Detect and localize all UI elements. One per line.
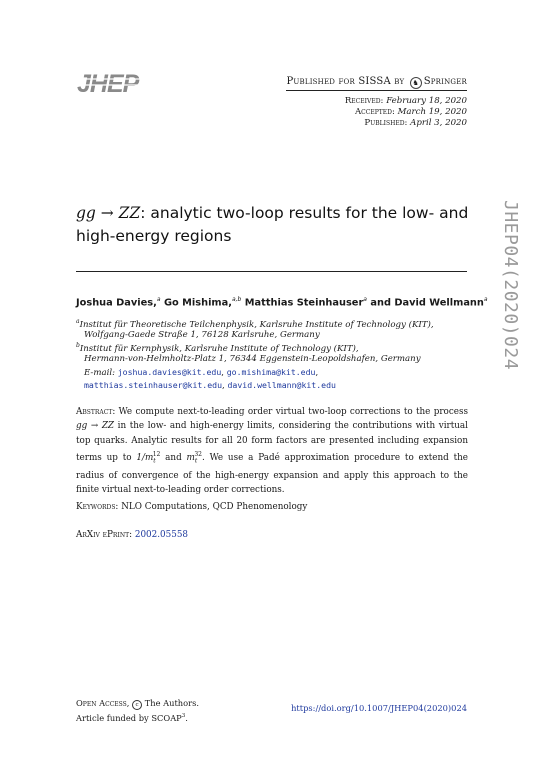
funded-text: Article funded by SCOAP bbox=[76, 712, 182, 723]
abstract-math-3-sub: t bbox=[194, 457, 198, 465]
footer-authors: The Authors. bbox=[142, 698, 199, 708]
abstract bbox=[76, 405, 468, 497]
keywords-text: NLO Computations, QCD Phenomenology bbox=[121, 502, 308, 512]
abstract-math-1: gg → ZZ bbox=[76, 421, 115, 432]
abstract-label: Abstract: bbox=[76, 407, 116, 417]
open-access-label: Open Access, bbox=[76, 698, 130, 708]
abstract-text-2: in the low- and high-energy limits, considering the contributions with virtual top quarks. Analytic results for all 20 form factors are presented including expansion terms up to bbox=[76, 421, 468, 463]
author-3: Matthias Steinhauser bbox=[241, 297, 364, 309]
jhep-logo bbox=[76, 70, 154, 96]
abstract-text-3: and bbox=[160, 452, 187, 463]
author-2: Go Mishima, bbox=[160, 297, 232, 309]
title-rest: : analytic two-loop results for the low- and bbox=[140, 204, 469, 222]
email-link-3[interactable]: matthias.steinhauser@kit.edu bbox=[84, 380, 223, 390]
arxiv-label: ArXiv ePrint: bbox=[76, 530, 133, 540]
abstract-text-1: We compute next-to-leading order virtual two-loop corrections to the process bbox=[115, 407, 468, 417]
author-4-affil: a bbox=[483, 296, 488, 303]
copyright-icon: c bbox=[132, 700, 142, 710]
paper-title bbox=[76, 202, 476, 248]
affil-a-line1: Institut für Theoretische Teilchenphysik, Karlsruhe Institute of Technology (KIT), bbox=[79, 319, 434, 330]
side-identifier bbox=[497, 200, 527, 470]
received-label: Received: bbox=[344, 96, 384, 106]
email-link-1[interactable]: joshua.davies@kit.edu bbox=[117, 367, 222, 377]
author-3-affil: a bbox=[363, 296, 367, 303]
title-math: gg → ZZ bbox=[76, 204, 141, 222]
email-line-2: matthias.steinhauser@kit.edu, david.wellmann@kit.edu bbox=[84, 380, 336, 391]
email-label: E-mail: bbox=[84, 368, 116, 378]
publisher-rule bbox=[286, 90, 467, 91]
affil-a-mark: a bbox=[76, 318, 80, 325]
title-rule bbox=[76, 271, 467, 272]
keywords-label: Keywords: bbox=[76, 502, 119, 512]
title-line2: high-energy regions bbox=[76, 227, 232, 245]
doi-link[interactable]: https://doi.org/10.1007/JHEP04(2020)024 bbox=[291, 703, 467, 713]
email-link-4[interactable]: david.wellmann@kit.edu bbox=[227, 380, 336, 390]
published-date: April 3, 2020 bbox=[410, 118, 467, 128]
affiliation-a-line2: Wolfgang-Gaede Straße 1, 76128 Karlsruhe, Germany bbox=[84, 330, 320, 340]
funded-end: . bbox=[185, 712, 188, 723]
springer-horse-icon: ♞ bbox=[410, 77, 422, 89]
received-line bbox=[345, 96, 467, 106]
abstract-math-2-sub: t bbox=[153, 457, 156, 465]
author-1: Joshua Davies, bbox=[76, 297, 157, 309]
accepted-line bbox=[355, 107, 467, 117]
published-line bbox=[364, 118, 467, 128]
accepted-date: March 19, 2020 bbox=[397, 107, 467, 117]
published-label: Published: bbox=[364, 118, 408, 128]
author-4: and David Wellmann bbox=[366, 297, 484, 309]
keywords bbox=[76, 502, 307, 512]
affil-b-line1: Institut für Kernphysik, Karlsruhe Institute of Technology (KIT), bbox=[79, 343, 359, 354]
accepted-label: Accepted: bbox=[354, 107, 395, 117]
email-link-2[interactable]: go.mishima@kit.edu bbox=[226, 367, 316, 377]
abstract-math-2-sup: 12 bbox=[152, 450, 161, 458]
affiliation-b bbox=[76, 342, 359, 354]
author-2-affil: a,b bbox=[231, 296, 242, 303]
abstract-math-3-sup: 32 bbox=[194, 450, 202, 458]
abstract-math-3: m bbox=[186, 452, 195, 463]
logo-text: JHEP bbox=[77, 70, 139, 96]
email-line-1: E-mail: joshua.davies@kit.edu, go.mishima@kit.edu, bbox=[84, 367, 319, 378]
arxiv-link[interactable]: 2002.05558 bbox=[134, 530, 189, 540]
arxiv-eprint bbox=[76, 530, 188, 540]
affiliation-b-line2: Hermann-von-Helmholtz-Platz 1, 76344 Eggenstein-Leopoldshafen, Germany bbox=[84, 354, 421, 364]
abstract-math-2: 1/m bbox=[136, 452, 154, 463]
publisher-line bbox=[287, 76, 468, 89]
publisher-text: Published for SISSA by bbox=[286, 76, 405, 87]
abstract-text-4: . We use a Padé approximation procedure to extend the radius of convergence of the high-energy expansion and apply this approach to the finite virtual next-to-leading order corrections. bbox=[76, 452, 468, 496]
springer-name: Springer bbox=[423, 76, 467, 87]
received-date: February 18, 2020 bbox=[386, 96, 467, 106]
author-1-affil: a bbox=[156, 296, 161, 303]
affiliation-a bbox=[76, 318, 434, 330]
funded-sup: 3 bbox=[181, 713, 186, 719]
side-identifier-text: JHEP04(2020)024 bbox=[500, 200, 521, 371]
footer-license bbox=[76, 697, 199, 725]
author-list bbox=[76, 296, 488, 308]
affil-b-mark: b bbox=[76, 342, 80, 349]
